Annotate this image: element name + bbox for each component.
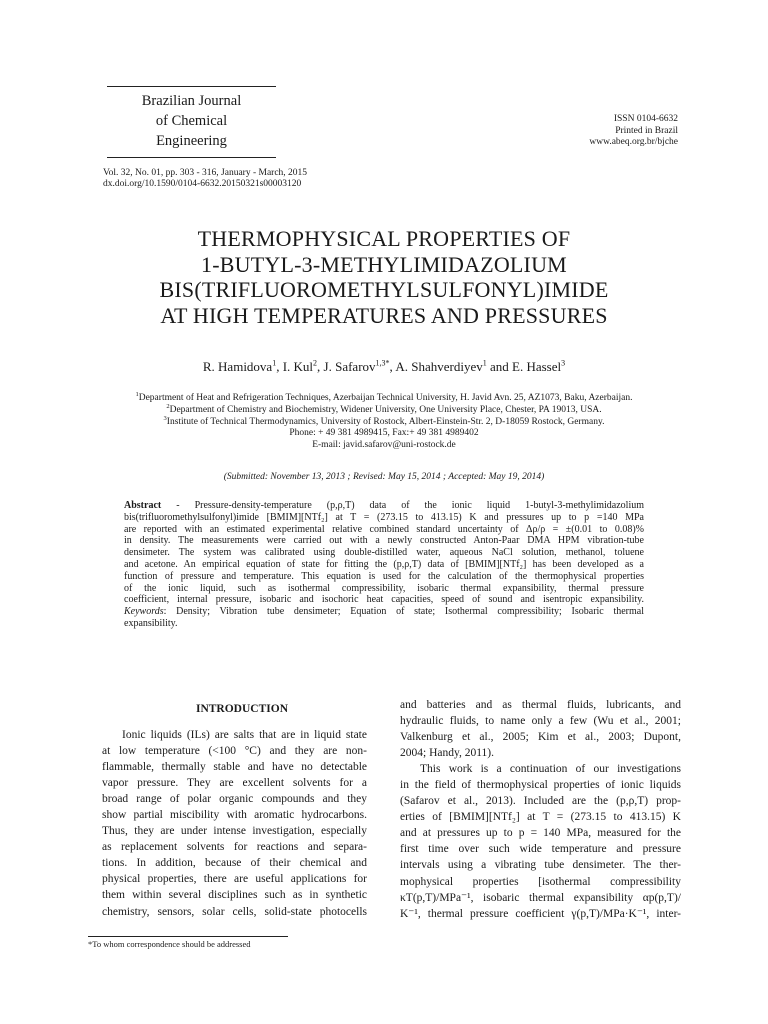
abstract-line: function of pressure and temperature. This equation is used for the calculation of the thermophysical properties	[124, 570, 644, 582]
body-line: tions. In addition, because of their chemical and	[102, 857, 367, 870]
body-line: hydraulic fluids, to name only a few (Wu et al., 2001;	[400, 715, 681, 728]
affiliations	[0, 390, 768, 452]
author-affil-mark: 1,3*	[375, 358, 390, 368]
abstract	[124, 500, 644, 630]
abstract-line: coefficient, internal pressure, isobaric and isochoric heat capacities, speed of sound and isentropic expansibility.	[124, 594, 644, 606]
body-line: first time over such wide temperature and pressure	[400, 843, 681, 856]
title-line: 1-BUTYL-3-METHYLIMIDAZOLIUM	[201, 251, 567, 277]
journal-name-line: Brazilian Journal	[141, 93, 242, 109]
volume-block	[103, 168, 307, 190]
body-line: them within several disciplines such as in synthetic	[102, 889, 367, 902]
abstract-label: Abstract	[124, 500, 162, 511]
author-name: I. Kul	[282, 359, 314, 374]
author-affil-mark: 2	[313, 358, 318, 368]
title-line: THERMOPHYSICAL PROPERTIES OF	[197, 226, 571, 251]
body-line: flammable, thermally stable and have no detectable	[102, 761, 367, 774]
body-line: erties of [BMIM][NTf₂] at T = (273.15 to 413.15) K	[400, 811, 681, 824]
body-line: show partial miscibility with aromatic hydrocarbons.	[102, 809, 367, 822]
body-line: and at pressures up to p = 140 MPa, measured for the	[400, 827, 681, 840]
affiliation-3: $^3$Institute of Technical Thermodynamics, University of Rostock, Albert-Einstein-Str. 2, D-18059 Rostock, Germany.	[163, 414, 605, 427]
paper-title	[0, 226, 768, 328]
journal-name-line: Engineering	[156, 133, 227, 149]
author-name: E. Hassel	[512, 359, 562, 374]
body-line: chemistry, sensors, solar cells, solid-state photocells	[102, 905, 367, 918]
body-line: K⁻¹, thermal pressure coefficient γ(p,T)/MPa·K⁻¹, inter-	[400, 907, 681, 920]
affiliation-2: $^2$Department of Chemistry and Biochemistry, Widener University, One University Place, Chester, PA 19013, USA.	[166, 402, 602, 415]
author-affil-mark: 3	[561, 358, 566, 368]
section-heading-introduction: INTRODUCTION	[195, 703, 288, 715]
abstract-line: bis(trifluoromethylsulfonyl)imide [BMIM][NTf₂] at T = (273.15 to 413.15) K and pressures up to p =140 MPa	[124, 511, 644, 523]
contact-phone: Phone: + 49 381 4989415, Fax:+ 49 381 4989402	[289, 428, 479, 439]
body-line: This work is a continuation of our investigations	[420, 763, 681, 776]
keywords-line: Keywords: Density; Vibration tube densimeter; Equation of state; Isothermal compressibility; Isobaric thermal	[124, 606, 644, 618]
title-line: AT HIGH TEMPERATURES AND PRESSURES	[160, 302, 608, 328]
body-line: Thus, they are under intense investigation, especially	[102, 825, 367, 838]
abstract-line: are reported with an estimated experimental relative combined standard uncertainty of Δρ/ρ = ±(0.01 to 0.08)%	[124, 523, 644, 535]
author-and: and	[489, 359, 509, 374]
journal-name-line: of Chemical	[155, 113, 228, 129]
body-line: Ionic liquids (ILs) are salts that are in liquid state	[122, 729, 367, 741]
keywords-line: expansibility.	[124, 617, 178, 629]
contact-email[interactable]: E-mail: javid.safarov@uni-rostock.de	[312, 440, 456, 451]
body-line: and batteries and as thermal fluids, lubricants, and	[400, 699, 681, 711]
footnote-rule	[88, 936, 288, 937]
issn-block	[589, 114, 678, 149]
abstract-line: densimeter. The system was calibrated using double-distilled water, aqueous NaCl solution, methanol, toluene	[124, 547, 644, 559]
volume-info: Vol. 32, No. 01, pp. 303 - 316, January - March, 2015	[103, 168, 308, 178]
keywords-label: Keywords	[124, 606, 164, 618]
author-name: R. Hamidova	[202, 359, 273, 374]
body-line: κT(p,T)/MPa⁻¹, isobaric thermal expansibility αp(p,T)/	[400, 891, 681, 904]
body-column-left	[102, 727, 367, 920]
body-line: broad range of polar organic compounds and they	[102, 793, 367, 806]
journal-url[interactable]: www.abeq.org.br/bjche	[589, 137, 678, 147]
body-line: as replacement solvents for reactions and separa-	[102, 841, 367, 854]
abstract-line: and acetone. An empirical equation of state for fitting the (p,ρ,T) data of [BMIM][NTf₂] has been developed as a	[124, 558, 644, 570]
abstract-line: in density. The measurements were carried out with a newly constructed Anton-Paar DMA HPM vibration-tube	[124, 535, 644, 547]
submission-dates: (Submitted: November 13, 2013 ; Revised: May 15, 2014 ; Accepted: May 19, 2014)	[223, 472, 545, 482]
affiliation-1: $^1$Department of Heat and Refrigeration Techniques, Azerbaijan Technical University, H. Javid Avn. 25, AZ1073, Baku, Azerbaijan.	[135, 390, 633, 403]
issn: ISSN 0104-6632	[613, 114, 678, 124]
body-line: vapor pressure. They are excellent solvents for a	[102, 777, 367, 790]
printed-in: Printed in Brazil	[615, 125, 678, 136]
author-affil-mark: 1	[482, 358, 487, 368]
body-column-right	[400, 697, 681, 922]
body-line: 2004; Handy, 2011).	[400, 747, 495, 760]
author-affil-mark: 1	[272, 358, 277, 368]
author-name: J. Safarov	[323, 359, 376, 374]
body-line: in the field of thermophysical properties of ionic liquids	[400, 779, 681, 792]
body-line: at low temperature (<100 °C) and they are non-	[102, 745, 367, 758]
abstract-line: of the ionic liquid, such as isothermal compressibility, isobaric thermal expansibility, thermal pressure	[124, 582, 644, 594]
body-line: intervals using a vibrating tube densimeter. The ther-	[400, 859, 681, 872]
journal-rule-top	[107, 86, 276, 87]
journal-name	[107, 91, 276, 151]
body-line: physical properties, there are useful applications for	[102, 873, 367, 886]
body-line: mophysical properties [isothermal compressibility	[400, 875, 681, 888]
author-name: A. Shahverdiyev	[395, 359, 483, 374]
footnote: *To whom correspondence should be addressed	[88, 939, 251, 949]
doi[interactable]: dx.doi.org/10.1590/0104-6632.20150321s00003120	[103, 179, 302, 189]
title-line: BIS(TRIFLUOROMETHYLSULFONYL)IMIDE	[159, 277, 609, 302]
body-line: Valkenburg et al., 2005; Kim et al., 2003; Dupont,	[400, 731, 681, 744]
journal-rule-bottom	[107, 157, 276, 158]
abstract-line: Abstract - Pressure-density-temperature (p,ρ,T) data of the ionic liquid 1-butyl-3-methylimidazolium	[124, 500, 644, 511]
author-list: R. Hamidova$^1$, I. Kul$^2$, J. Safarov$^{1,3*}$, A. Shahverdiyev$^1$ and E. Hassel$^3$	[202, 358, 566, 374]
body-line: (Safarov et al., 2013). Included are the (p,ρ,T) prop-	[400, 795, 681, 808]
